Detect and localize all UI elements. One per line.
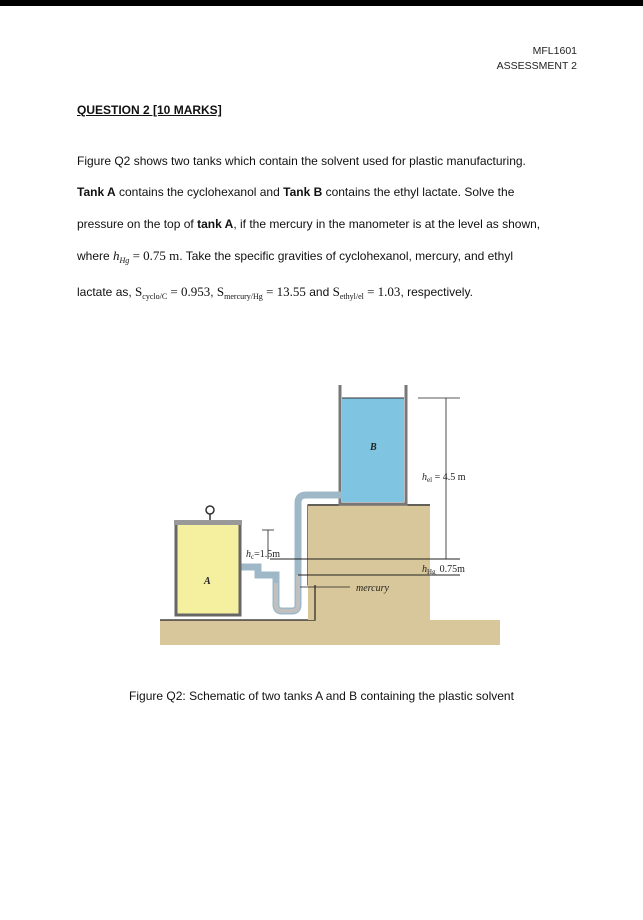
figure-caption: Figure Q2: Schematic of two tanks A and B containing the plastic solvent — [129, 689, 514, 703]
assessment-label: ASSESSMENT 2 — [496, 60, 577, 72]
s2-sub: mercury/Hg — [224, 292, 263, 301]
tank-a-bold: Tank A — [77, 185, 116, 199]
line4-end: . Take the specific gravities of cyclohexanol, mercury, and ethyl — [179, 249, 513, 263]
tank-b-label: B — [370, 442, 377, 453]
question-line-3 — [77, 216, 577, 232]
s3-value: = 1.03 — [363, 284, 401, 299]
hhg-value: = 0.75 m — [129, 248, 180, 263]
s-ethyl — [333, 284, 401, 299]
line5-end: , respectively. — [400, 285, 473, 299]
s-symbol-2: S — [216, 284, 225, 299]
tank-a-ref: tank A — [197, 217, 234, 231]
line1-text: Figure Q2 shows two tanks which contain the solvent used for plastic manufacturing. — [77, 154, 526, 168]
tank-a-label: A — [204, 576, 211, 587]
s-cyclo — [135, 284, 210, 299]
mercury-label: mercury — [356, 583, 389, 594]
course-code: MFL1601 — [532, 45, 577, 57]
line4-start: where — [77, 249, 114, 263]
h-sub: Hg — [119, 256, 130, 265]
tank-a-lid — [174, 520, 242, 525]
h-letter: h — [113, 248, 120, 263]
s-symbol-3: S — [332, 284, 340, 299]
question-line-2 — [77, 184, 577, 200]
question-line-4 — [77, 248, 577, 269]
s1-sub: cyclo/C — [142, 292, 168, 301]
tank-a-body — [176, 523, 240, 615]
hhg-label: $h_{Hg}$ 0.75m — [422, 564, 465, 576]
question-title: QUESTION 2 [10 MARKS] — [77, 103, 222, 117]
s2-value: = 13.55 — [262, 284, 306, 299]
ground-under-tank-b — [308, 505, 430, 620]
line2-end: contains the ethyl lactate. Solve the — [322, 185, 515, 199]
line3-end: , if the mercury in the manometer is at the level as shown, — [233, 217, 541, 231]
hel-label: $h_{el} = 4.5$ m — [422, 472, 466, 484]
pressure-gauge-icon — [206, 506, 214, 514]
line5-start: lactate as, — [77, 285, 136, 299]
line2-mid: contains the cyclohexanol and — [115, 185, 284, 199]
question-line-5: lactate as, $S_{cyclo/C} = 0.953$, $S_{mercury/Hg} = 13.55$ and $S_{ethyl/el} = 1.03$, respectively. — [77, 284, 473, 301]
s3-sub: ethyl/el — [339, 292, 364, 301]
tank-b-bold: Tank B — [283, 185, 323, 199]
hhg-symbol — [113, 248, 179, 263]
line3-start: pressure on the top of — [77, 217, 198, 231]
s-mercury — [217, 284, 306, 299]
s-symbol-1: S — [135, 284, 143, 299]
and-word: and — [305, 285, 333, 299]
figure-q2-schematic — [160, 375, 500, 645]
document-header — [497, 44, 577, 74]
question-line-1 — [77, 153, 577, 169]
top-border — [0, 0, 643, 6]
s1-value: = 0.953 — [167, 284, 211, 299]
hc-label: $h_c=1.5m$ — [246, 549, 281, 561]
